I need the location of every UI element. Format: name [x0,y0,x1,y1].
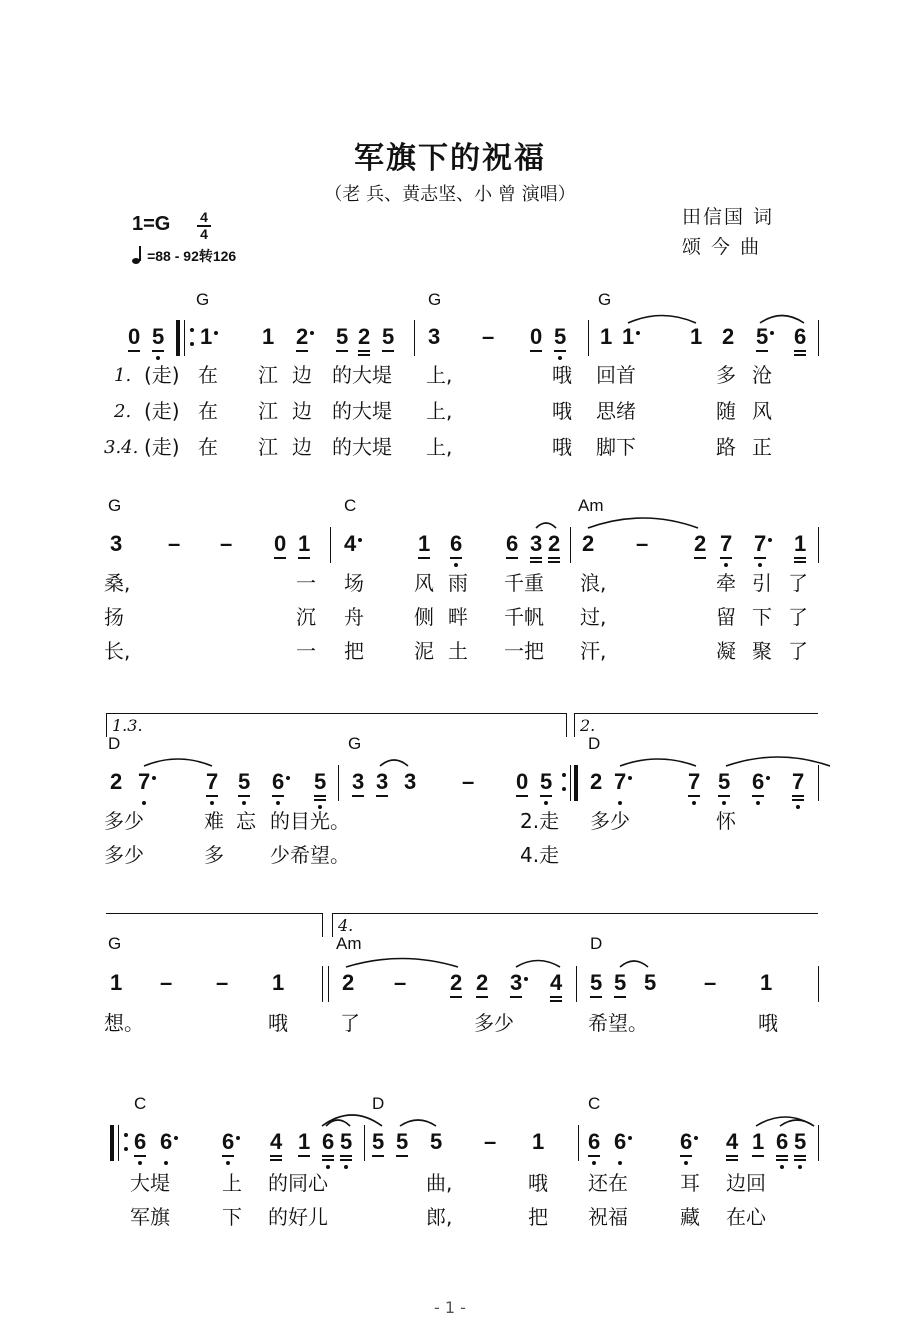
note: 3 [376,768,388,796]
slur [620,961,648,967]
note: 6 [322,1128,334,1156]
lyric: 路 [716,435,736,459]
chord-symbol: Am [336,934,362,953]
note: 7 [754,530,766,558]
slur [536,523,556,528]
note: 4 [550,969,562,997]
note: 1 [532,1129,545,1154]
lyric: 难 [204,809,224,833]
lyric: 祝福 [588,1205,628,1229]
note: 6 [134,1128,146,1156]
note: 5 [644,970,657,995]
note: 0 [516,768,528,796]
slur [760,316,804,324]
lyric: 还在 [588,1171,628,1195]
lyric: 边 [292,363,312,387]
lyric: 怀 [716,809,736,833]
note: 1 [272,970,285,995]
note: 0 [128,323,140,351]
note: 2 [548,530,560,558]
key-signature: 1=G [132,213,171,235]
volta-label: 2. [580,716,596,735]
lyric: 藏 [680,1205,700,1229]
slur [620,759,696,766]
slur [516,961,560,968]
note: 5 [336,323,348,351]
lyric: 边 [292,399,312,423]
time-signature-bottom: 4 [200,226,208,242]
performers-subtitle: （老 兵、黄志坚、小 曾 演唱） [324,184,576,205]
note: 7 [614,768,626,796]
chord-symbol: D [590,934,603,953]
lyric: 场 [344,571,364,595]
note: – [636,531,649,556]
chord-symbol: G [108,496,122,515]
lyric: 了 [340,1011,360,1035]
lyric: 风 [414,571,434,595]
lyric: 军旗 [130,1205,170,1229]
lyric: 哦 [528,1171,548,1195]
note: 2 [582,531,595,556]
lyric: 希望。 [588,1011,648,1035]
note: 5 [152,323,164,351]
note: – [160,970,173,995]
lyric: 上, [426,435,453,459]
lyric: 过, [580,605,607,629]
lyric: 雨 [448,571,468,595]
slur [322,1115,382,1126]
chord-symbol: D [372,1094,385,1113]
note: 6 [794,323,806,351]
note: – [704,970,717,995]
lyric: 忘 [236,809,256,833]
lyric: 哦 [268,1011,288,1035]
lyric: 风 [752,399,772,423]
note: 6 [680,1128,692,1156]
note: 5 [396,1128,408,1156]
chord-symbol: G [196,290,210,309]
note: 1 [298,530,310,558]
lyric: 沉 [296,605,316,629]
chord-symbol: D [108,734,121,753]
lyric: 大堤 [130,1171,170,1195]
lyric: 的大堤 [332,363,392,387]
note: 5 [614,969,626,997]
note: 6 [588,1128,600,1156]
slur [346,959,458,968]
lyric: 4.走 [520,843,560,867]
lyric: 多少 [104,809,144,833]
chord-symbol: G [348,734,362,753]
lyric: 沧 [752,363,772,387]
lyric: 扬 [104,605,124,629]
lyric: 多少 [590,809,630,833]
lyric: 多 [204,843,224,867]
lyric: 的大堤 [332,399,392,423]
note: 1 [110,970,123,995]
lyric: 哦 [552,363,572,387]
note: 6 [272,768,284,796]
note: 6 [776,1128,788,1156]
slur [628,316,696,324]
note: 1 [794,530,806,558]
note: 3 [352,768,364,796]
note: 6 [450,530,462,558]
chord-symbol: D [588,734,601,753]
note: 5 [554,323,566,351]
note: 5 [540,768,552,796]
note: 5 [718,768,730,796]
page-number: - 1 - [434,1298,466,1317]
lyric: 畔 [448,605,468,629]
lyric: 泥 [414,639,434,663]
lyricist-credit: 田信国 词 [682,206,775,228]
lyric: 江 [258,399,278,423]
slur [780,1120,814,1126]
note: – [482,324,495,349]
lyric: 2.走 [520,809,560,833]
note: 1 [298,1128,310,1156]
note: 5 [372,1128,384,1156]
chord-symbol: G [598,290,612,309]
note: 1 [760,970,773,995]
volta-label: 1.3. [112,716,143,735]
lyric: 上, [426,399,453,423]
chord-symbol: G [108,934,122,953]
lyric: 舟 [344,605,364,629]
chord-symbol: C [588,1094,601,1113]
volta-label: 4. [338,916,354,935]
note: 5 [382,323,394,351]
lyric: 把 [528,1205,548,1229]
lyric: 郎, [426,1205,453,1229]
lyric: 牵 [716,571,736,595]
lyric: 哦 [758,1011,778,1035]
lyric: 曲, [426,1171,453,1195]
lyric: 上, [426,363,453,387]
note: 7 [720,530,732,558]
note: 6 [614,1128,626,1156]
lyric: 留 [716,605,736,629]
time-signature-top: 4 [200,209,208,225]
lyric: 一 [296,639,316,663]
lyric: 脚下 [596,435,636,459]
lyric: 的大堤 [332,435,392,459]
lyric: 耳 [680,1171,700,1195]
lyric: 边 [292,435,312,459]
note: 2 [476,969,488,997]
note: – [462,769,475,794]
lyric: 想。 [104,1011,144,1035]
lyric: 少希望。 [270,843,350,867]
note: – [216,970,229,995]
slur [380,760,408,766]
note: 2 [342,970,355,995]
note: 0 [530,323,542,351]
note: 2 [450,969,462,997]
lyric: 了 [788,639,808,663]
lyric: 在 [198,435,218,459]
lyric: 边回 [726,1171,766,1195]
lyric: 聚 [752,639,772,663]
lyric: (走) [144,435,180,459]
note: 5 [238,768,250,796]
note: 7 [792,768,804,796]
note: 2 [358,323,370,351]
tempo-text: =88 - 92转126 [147,248,237,264]
note: 1 [690,324,703,349]
note: 6 [506,530,518,558]
note: 1 [262,324,275,349]
lyric: 哦 [552,435,572,459]
note: 1 [752,1128,764,1156]
lyric: 汗, [580,639,607,663]
note: 2 [590,769,603,794]
note: 3 [428,324,441,349]
lyric: 的好儿 [268,1205,328,1229]
note: 4 [344,530,356,558]
lyric: 桑, [104,571,131,595]
note: 5 [590,969,602,997]
note: 6 [222,1128,234,1156]
lyric: 千帆 [504,605,544,629]
note: 2 [296,323,308,351]
lyric: 江 [258,363,278,387]
lyric: 江 [258,435,278,459]
lyric: (走) [144,363,180,387]
lyric: 一 [296,571,316,595]
verse-label: 1. [114,365,132,386]
note: 5 [314,768,326,796]
lyric: 侧 [414,605,434,629]
note: 3 [510,969,522,997]
lyric: 下 [752,605,772,629]
note: 2 [110,769,123,794]
chord-symbol: Am [578,496,604,515]
lyric: 一把 [504,639,544,663]
note: 5 [756,323,768,351]
note: 6 [160,1128,172,1156]
slur [726,757,830,766]
note: 6 [752,768,764,796]
lyric: 引 [752,571,772,595]
lyric: 的同心 [268,1171,328,1195]
note: – [168,531,181,556]
slur [144,759,212,766]
song-title: 军旗下的祝福 [354,141,546,176]
note: 0 [274,530,286,558]
note: 3 [530,530,542,558]
note: 1 [200,323,212,351]
note: 5 [340,1128,352,1156]
note: – [394,970,407,995]
slur [400,1120,436,1126]
verse-label: 3.4. [104,437,139,458]
lyric: 了 [788,571,808,595]
chord-symbol: C [344,496,357,515]
note: – [220,531,233,556]
note: 4 [270,1128,282,1156]
note: 1 [418,530,430,558]
lyric: 浪, [580,571,607,595]
lyric: 随 [716,399,736,423]
lyric: 的目光。 [270,809,350,833]
lyric: 土 [448,639,468,663]
note: 3 [404,769,417,794]
lyric: 多少 [474,1011,514,1035]
note: – [484,1129,497,1154]
lyric: (走) [144,399,180,423]
note: 7 [206,768,218,796]
slur [588,518,698,528]
lyric: 上 [222,1171,242,1195]
lyric: 多 [716,363,736,387]
chord-symbol: C [134,1094,147,1113]
lyric: 在心 [726,1205,766,1229]
lyric: 把 [344,639,364,663]
note: 7 [138,768,150,796]
note: 7 [688,768,700,796]
lyric: 在 [198,363,218,387]
note: 2 [694,530,706,558]
lyric: 在 [198,399,218,423]
note: 3 [110,531,123,556]
note: 1 [622,323,634,351]
lyric: 正 [752,435,772,459]
note: 1 [600,324,613,349]
note: 5 [430,1129,443,1154]
lyric: 了 [788,605,808,629]
note: 2 [722,324,735,349]
lyric: 下 [222,1205,242,1229]
lyric: 凝 [716,639,736,663]
note: 4 [726,1128,738,1156]
lyric: 思绪 [596,399,636,423]
lyric: 长, [104,639,131,663]
lyric: 哦 [552,399,572,423]
lyric: 回首 [596,363,636,387]
composer-credit: 颂 今 曲 [682,236,762,258]
lyric: 多少 [104,843,144,867]
chord-symbol: G [428,290,442,309]
verse-label: 2. [114,401,132,422]
note: 5 [794,1128,806,1156]
lyric: 千重 [504,571,544,595]
